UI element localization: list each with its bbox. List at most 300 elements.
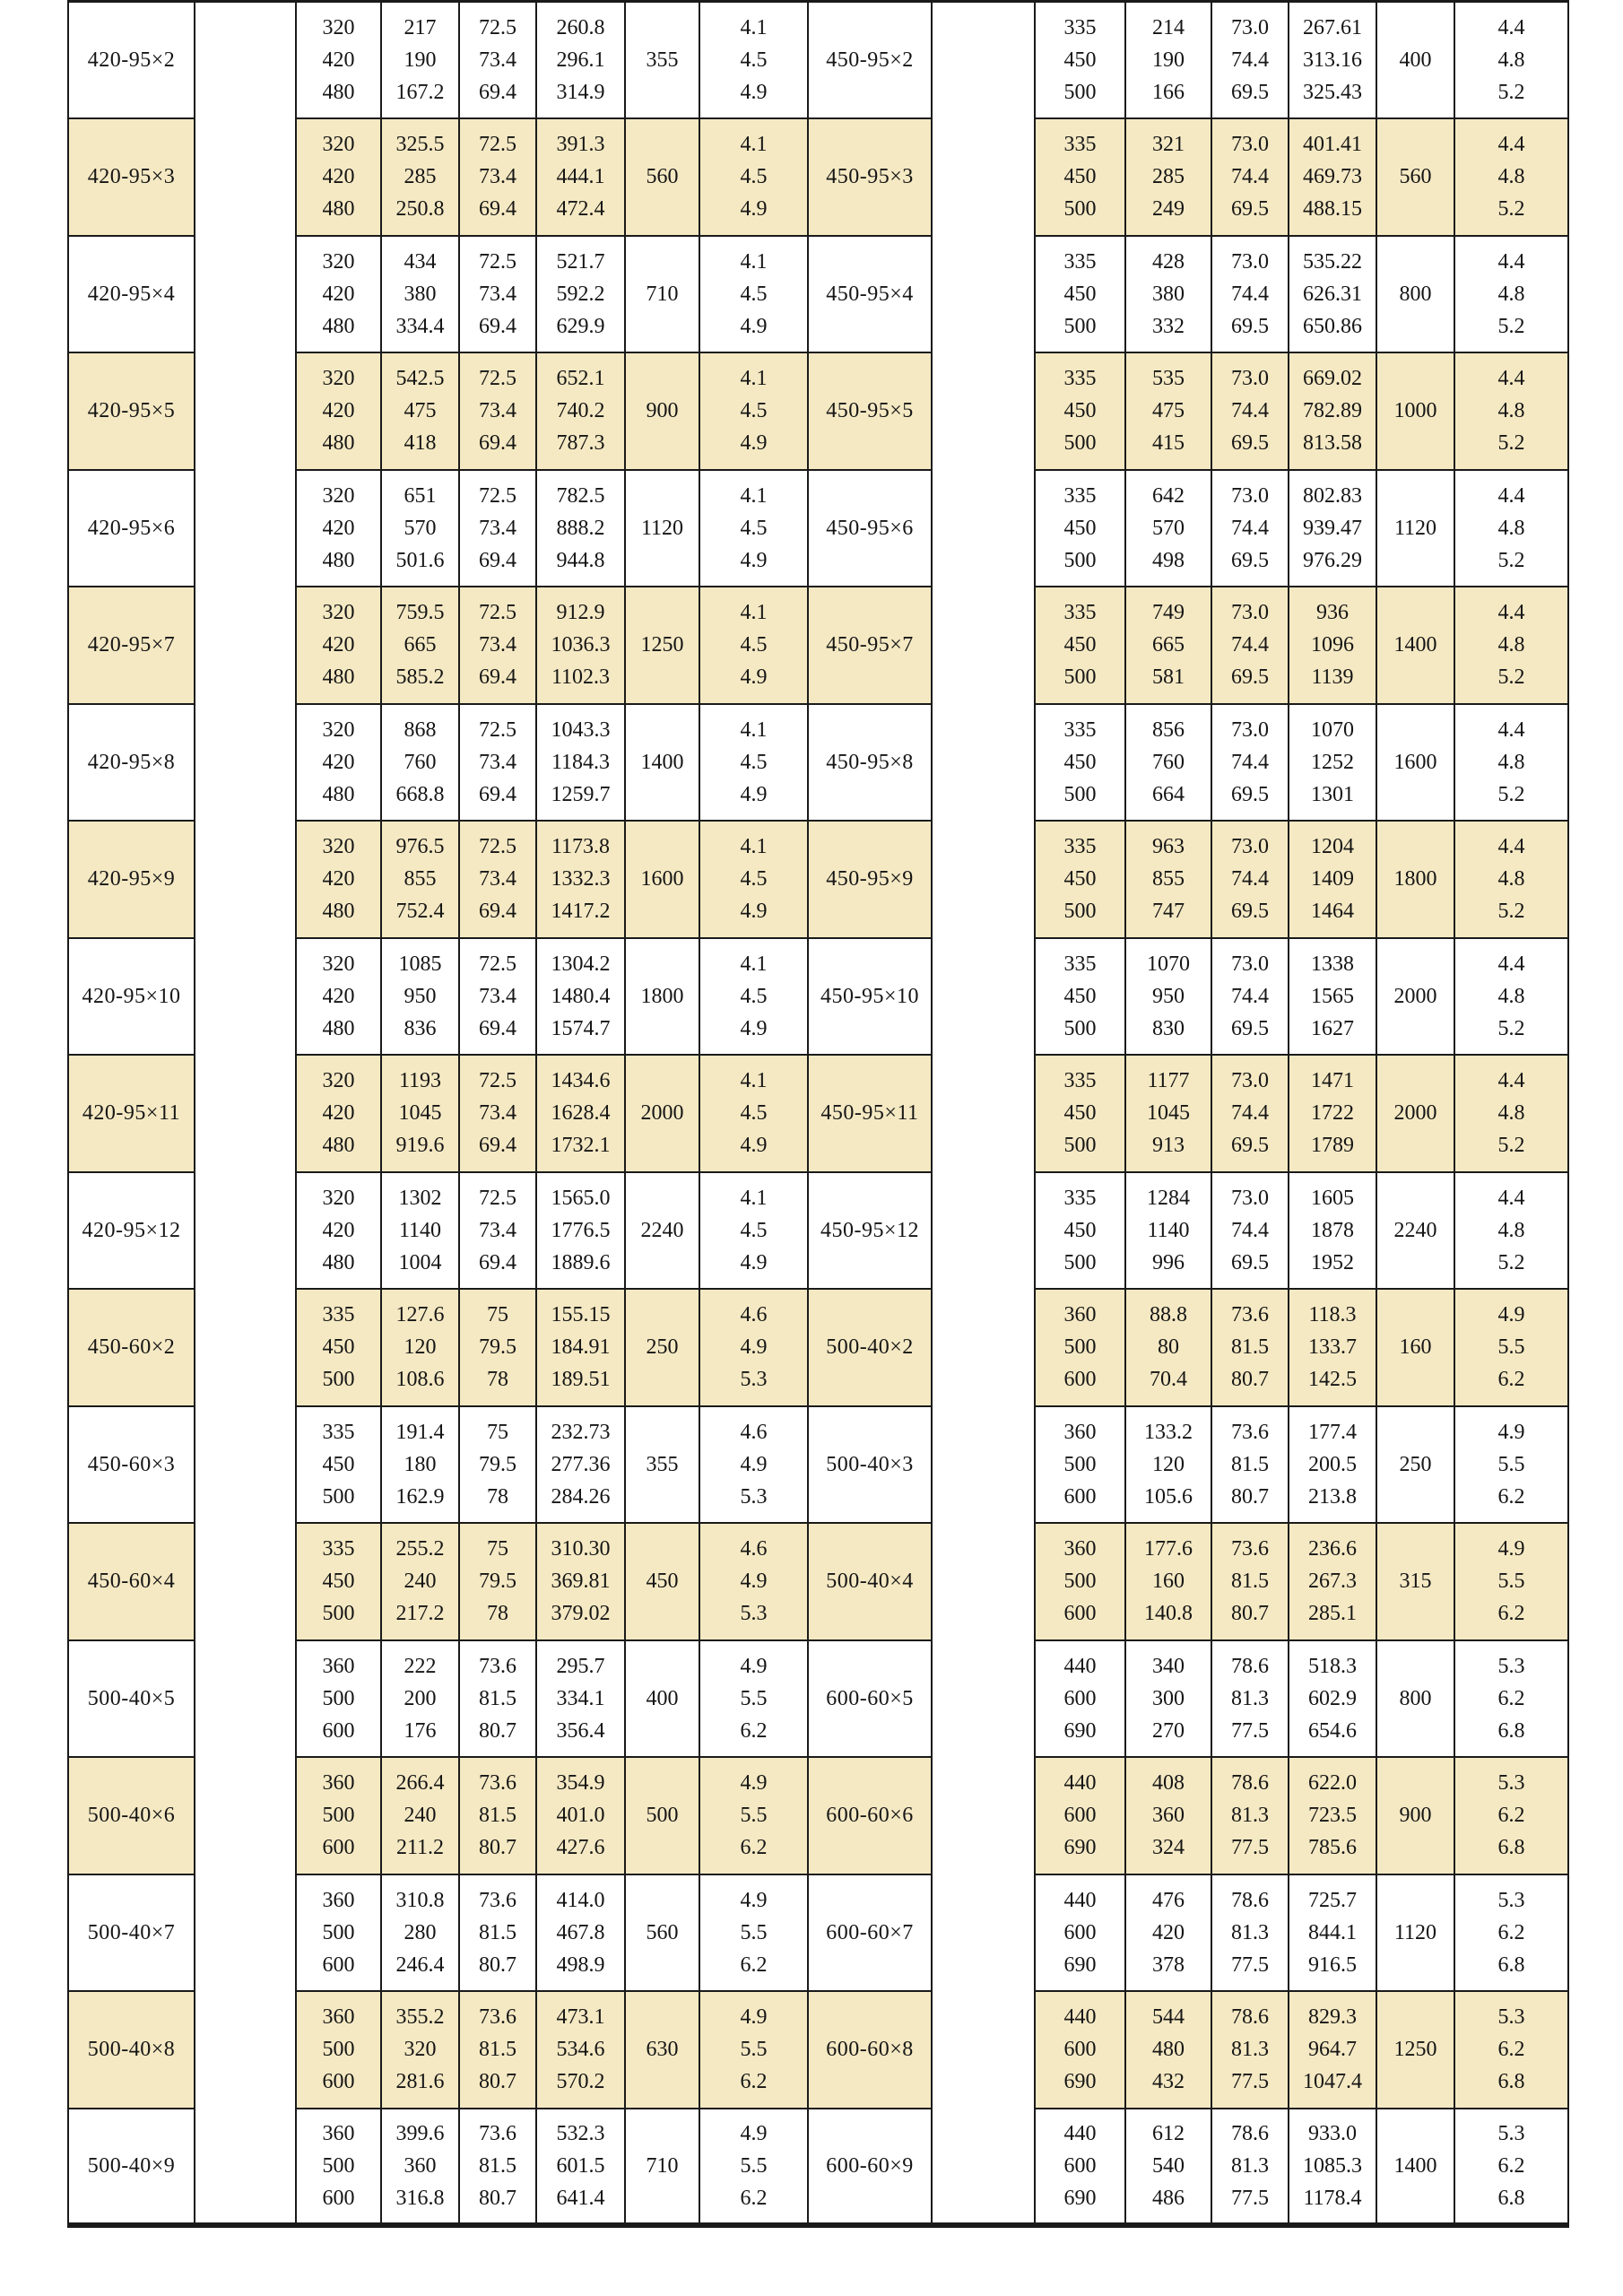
right-eff-cell	[1211, 470, 1289, 587]
table-row	[68, 1406, 1568, 1524]
right-eff-cell	[1211, 1640, 1289, 1758]
power-value: 277.36	[551, 1452, 611, 1476]
head-value: 434	[404, 249, 437, 274]
npsh-value: 4.5	[740, 1218, 768, 1242]
eff-value: 74.4	[1231, 633, 1269, 657]
left-flow-cell	[296, 1874, 381, 1992]
right-flow-cell	[1035, 1172, 1125, 1290]
head-value: 498	[1152, 548, 1185, 572]
flow-value: 500	[1063, 1134, 1097, 1158]
power-value: 1417.2	[551, 900, 611, 924]
flow-value: 335	[1063, 16, 1097, 39]
flow-value: 360	[322, 2121, 355, 2145]
eff-value: 79.5	[479, 1570, 516, 1594]
eff-value: 74.4	[1231, 1218, 1269, 1242]
eff-value: 73.4	[479, 867, 516, 891]
npsh-value: 4.4	[1497, 601, 1525, 625]
power-value: 427.6	[556, 1836, 605, 1860]
left-flow-cell	[296, 2109, 381, 2226]
power-value: 1605	[1311, 1186, 1354, 1210]
power-value: 1722	[1311, 1101, 1354, 1126]
npsh-value: 4.5	[740, 282, 768, 306]
head-value: 240	[404, 1570, 437, 1594]
eff-value: 73.0	[1231, 718, 1269, 742]
head-value: 408	[1152, 1771, 1185, 1796]
right-power-cell	[1289, 1523, 1376, 1640]
head-value: 976.5	[395, 835, 445, 859]
eff-value: 74.4	[1231, 282, 1269, 306]
flow-value: 500	[1063, 900, 1097, 924]
right-motor-cell: 400	[1376, 2, 1454, 119]
power-value: 802.83	[1303, 483, 1362, 508]
flow-value: 450	[322, 1335, 355, 1360]
table-row	[68, 938, 1568, 1056]
table-row	[68, 1172, 1568, 1290]
spacer-cell	[932, 821, 1035, 938]
right-model-cell: 450-95×9	[808, 821, 932, 938]
left-head-cell	[381, 1757, 459, 1874]
power-value: 155.15	[551, 1303, 611, 1327]
right-motor-cell: 2000	[1376, 1055, 1454, 1172]
power-value: 1173.8	[551, 835, 611, 859]
power-value: 401.41	[1303, 133, 1362, 157]
left-power-cell	[536, 2, 625, 119]
eff-value: 80.7	[479, 1952, 516, 1977]
left-flow-cell	[296, 1991, 381, 2109]
power-value: 1178.4	[1303, 2186, 1362, 2210]
left-motor-cell: 450	[625, 1523, 699, 1640]
right-motor-cell: 1400	[1376, 2109, 1454, 2226]
power-value: 354.9	[556, 1771, 605, 1796]
left-npsh-cell	[699, 470, 808, 587]
head-value: 542.5	[395, 367, 445, 391]
eff-value: 69.4	[479, 548, 516, 572]
flow-value: 500	[1063, 1335, 1097, 1360]
flow-value: 360	[322, 1888, 355, 1912]
eff-value: 74.4	[1231, 399, 1269, 423]
left-eff-cell	[459, 1874, 536, 1992]
right-model-cell: 450-95×8	[808, 704, 932, 822]
left-motor-cell: 560	[625, 1874, 699, 1992]
left-npsh-cell	[699, 1523, 808, 1640]
left-power-cell	[536, 1640, 625, 1758]
left-eff-cell	[459, 236, 536, 353]
power-value: 369.81	[551, 1570, 611, 1594]
npsh-value: 4.1	[740, 952, 768, 976]
left-head-cell	[381, 1289, 459, 1406]
left-power-cell	[536, 1055, 625, 1172]
power-value: 1434.6	[551, 1069, 611, 1093]
left-npsh-cell	[699, 118, 808, 236]
right-power-cell	[1289, 2, 1376, 119]
power-value: 1085.3	[1303, 2153, 1362, 2178]
flow-value: 480	[322, 782, 355, 806]
power-value: 829.3	[1308, 2005, 1357, 2030]
npsh-value: 4.4	[1497, 835, 1525, 859]
head-value: 486	[1152, 2186, 1185, 2210]
head-value: 166	[1152, 81, 1185, 104]
left-flow-cell	[296, 1406, 381, 1524]
flow-value: 320	[322, 133, 355, 157]
flow-value: 360	[1063, 1420, 1097, 1444]
right-npsh-cell	[1454, 938, 1568, 1056]
left-head-cell	[381, 704, 459, 822]
power-value: 260.8	[556, 16, 605, 39]
npsh-value: 5.3	[1497, 2005, 1525, 2030]
npsh-value: 4.9	[740, 1654, 768, 1678]
flow-value: 500	[1063, 1452, 1097, 1476]
left-head-cell	[381, 1991, 459, 2109]
right-model-cell: 600-60×7	[808, 1874, 932, 1992]
spacer-cell	[195, 236, 296, 353]
head-value: 222	[404, 1654, 437, 1678]
head-value: 428	[1152, 249, 1185, 274]
right-eff-cell	[1211, 821, 1289, 938]
right-head-cell	[1125, 938, 1211, 1056]
head-value: 1177	[1147, 1069, 1190, 1093]
head-value: 190	[1152, 48, 1185, 72]
npsh-value: 4.1	[740, 367, 768, 391]
flow-value: 600	[1063, 1804, 1097, 1828]
flow-value: 320	[322, 1069, 355, 1093]
power-value: 296.1	[556, 48, 605, 72]
head-value: 120	[404, 1335, 437, 1360]
left-power-cell	[536, 1406, 625, 1524]
flow-value: 450	[1063, 1218, 1097, 1242]
left-motor-cell: 355	[625, 2, 699, 119]
npsh-value: 4.9	[740, 314, 768, 338]
right-motor-cell: 1000	[1376, 352, 1454, 470]
right-power-cell	[1289, 2109, 1376, 2226]
left-npsh-cell	[699, 821, 808, 938]
head-value: 167.2	[395, 81, 445, 104]
right-npsh-cell	[1454, 1640, 1568, 1758]
head-value: 140.8	[1144, 1602, 1193, 1626]
spacer-cell	[195, 118, 296, 236]
head-value: 475	[404, 399, 437, 423]
flow-value: 335	[1063, 249, 1097, 274]
table-row	[68, 704, 1568, 822]
right-eff-cell	[1211, 2109, 1289, 2226]
left-npsh-cell	[699, 1172, 808, 1290]
eff-value: 80.7	[479, 2186, 516, 2210]
flow-value: 500	[322, 1368, 355, 1392]
head-value: 501.6	[395, 548, 445, 572]
left-motor-cell: 355	[625, 1406, 699, 1524]
flow-value: 320	[322, 952, 355, 976]
head-value: 581	[1152, 665, 1185, 690]
spacer-cell	[932, 2109, 1035, 2226]
eff-value: 77.5	[1231, 2070, 1269, 2094]
flow-value: 320	[322, 718, 355, 742]
power-value: 1952	[1311, 1250, 1354, 1274]
left-head-cell	[381, 470, 459, 587]
npsh-value: 5.3	[1497, 1888, 1525, 1912]
right-flow-cell	[1035, 1874, 1125, 1992]
spacer-cell	[932, 1874, 1035, 1992]
right-head-cell	[1125, 2, 1211, 119]
flow-value: 450	[1063, 867, 1097, 891]
npsh-value: 4.9	[740, 1570, 768, 1594]
right-eff-cell	[1211, 1991, 1289, 2109]
head-value: 310.8	[395, 1888, 445, 1912]
spacer-cell	[195, 938, 296, 1056]
power-value: 1480.4	[551, 984, 611, 1008]
table-row	[68, 470, 1568, 587]
flow-value: 690	[1063, 2186, 1097, 2210]
head-value: 176	[404, 1718, 437, 1743]
head-value: 200	[404, 1686, 437, 1710]
eff-value: 79.5	[479, 1335, 516, 1360]
left-head-cell	[381, 236, 459, 353]
power-value: 310.30	[551, 1537, 611, 1561]
left-eff-cell	[459, 938, 536, 1056]
left-model-cell: 450-60×3	[68, 1406, 195, 1524]
left-model-cell: 420-95×6	[68, 470, 195, 587]
eff-value: 77.5	[1231, 1952, 1269, 1977]
eff-value: 78.6	[1231, 1654, 1269, 1678]
npsh-value: 4.8	[1497, 48, 1525, 72]
table-row	[68, 1289, 1568, 1406]
flow-value: 500	[1063, 548, 1097, 572]
left-npsh-cell	[699, 1640, 808, 1758]
head-value: 856	[1152, 718, 1185, 742]
left-npsh-cell	[699, 1289, 808, 1406]
npsh-value: 4.1	[740, 133, 768, 157]
npsh-value: 6.2	[740, 2186, 768, 2210]
power-value: 213.8	[1308, 1484, 1357, 1509]
eff-value: 73.4	[479, 750, 516, 774]
npsh-value: 4.9	[1497, 1420, 1525, 1444]
eff-value: 79.5	[479, 1452, 516, 1476]
left-npsh-cell	[699, 704, 808, 822]
power-value: 1301	[1311, 782, 1354, 806]
head-value: 668.8	[395, 782, 445, 806]
flow-value: 440	[1063, 1888, 1097, 1912]
head-value: 360	[1152, 1804, 1185, 1828]
npsh-value: 5.3	[1497, 2121, 1525, 2145]
flow-value: 320	[322, 16, 355, 39]
head-value: 300	[1152, 1686, 1185, 1710]
flow-value: 480	[322, 431, 355, 456]
npsh-value: 4.9	[740, 1134, 768, 1158]
power-value: 1878	[1311, 1218, 1354, 1242]
flow-value: 335	[1063, 718, 1097, 742]
flow-value: 360	[322, 1771, 355, 1796]
power-value: 622.0	[1308, 1771, 1357, 1796]
power-value: 295.7	[556, 1654, 605, 1678]
eff-value: 74.4	[1231, 165, 1269, 189]
flow-value: 335	[322, 1303, 355, 1327]
eff-value: 73.4	[479, 282, 516, 306]
npsh-value: 6.2	[740, 1952, 768, 1977]
left-eff-cell	[459, 821, 536, 938]
head-value: 642	[1152, 483, 1185, 508]
left-head-cell	[381, 587, 459, 704]
right-eff-cell	[1211, 1874, 1289, 1992]
right-power-cell	[1289, 1055, 1376, 1172]
head-value: 950	[1152, 984, 1185, 1008]
head-value: 246.4	[395, 1952, 445, 1977]
eff-value: 81.3	[1231, 1686, 1269, 1710]
head-value: 432	[1152, 2070, 1185, 2094]
right-npsh-cell	[1454, 1406, 1568, 1524]
left-eff-cell	[459, 1991, 536, 2109]
spacer-cell	[932, 118, 1035, 236]
left-model-cell: 450-60×4	[68, 1523, 195, 1640]
eff-value: 69.5	[1231, 1016, 1269, 1040]
power-value: 650.86	[1303, 314, 1362, 338]
head-value: 1140	[1147, 1218, 1190, 1242]
spacer-cell	[195, 821, 296, 938]
npsh-value: 6.2	[740, 2070, 768, 2094]
npsh-value: 6.2	[1497, 2153, 1525, 2178]
npsh-value: 6.2	[1497, 1804, 1525, 1828]
left-model-cell: 420-95×8	[68, 704, 195, 822]
head-value: 415	[1152, 431, 1185, 456]
power-value: 118.3	[1308, 1303, 1357, 1327]
flow-value: 450	[322, 1452, 355, 1476]
eff-value: 69.4	[479, 314, 516, 338]
npsh-value: 6.8	[1497, 1952, 1525, 1977]
spacer-cell	[932, 2, 1035, 119]
flow-value: 360	[1063, 1303, 1097, 1327]
right-head-cell	[1125, 1640, 1211, 1758]
left-power-cell	[536, 821, 625, 938]
npsh-value: 4.9	[740, 1335, 768, 1360]
flow-value: 600	[322, 1952, 355, 1977]
left-motor-cell: 1120	[625, 470, 699, 587]
npsh-value: 5.5	[740, 1920, 768, 1944]
table-row	[68, 1640, 1568, 1758]
npsh-value: 5.2	[1497, 81, 1525, 104]
power-value: 232.73	[551, 1420, 611, 1444]
eff-value: 77.5	[1231, 2186, 1269, 2210]
flow-value: 450	[1063, 165, 1097, 189]
right-head-cell	[1125, 2109, 1211, 2226]
left-head-cell	[381, 1406, 459, 1524]
spacer-cell	[932, 1172, 1035, 1290]
head-value: 919.6	[395, 1134, 445, 1158]
flow-value: 420	[322, 984, 355, 1008]
head-value: 249	[1152, 197, 1185, 222]
right-model-cell: 450-95×11	[808, 1055, 932, 1172]
eff-value: 74.4	[1231, 1101, 1269, 1126]
table-row	[68, 821, 1568, 938]
left-npsh-cell	[699, 587, 808, 704]
eff-value: 72.5	[479, 249, 516, 274]
right-power-cell	[1289, 1172, 1376, 1290]
eff-value: 75	[487, 1537, 508, 1561]
spacer-cell	[932, 1523, 1035, 1640]
right-npsh-cell	[1454, 470, 1568, 587]
npsh-value: 4.5	[740, 633, 768, 657]
eff-value: 81.5	[479, 2038, 516, 2062]
flow-value: 335	[1063, 952, 1097, 976]
right-motor-cell: 315	[1376, 1523, 1454, 1640]
table-row	[68, 236, 1568, 353]
npsh-value: 5.2	[1497, 314, 1525, 338]
npsh-value: 4.8	[1497, 165, 1525, 189]
power-value: 782.89	[1303, 399, 1362, 423]
spacer-cell	[195, 1055, 296, 1172]
eff-value: 74.4	[1231, 516, 1269, 540]
npsh-value: 4.4	[1497, 483, 1525, 508]
flow-value: 440	[1063, 2121, 1097, 2145]
head-value: 420	[1152, 1920, 1185, 1944]
right-model-cell: 600-60×8	[808, 1991, 932, 2109]
left-model-cell: 420-95×11	[68, 1055, 195, 1172]
npsh-value: 4.4	[1497, 16, 1525, 39]
eff-value: 73.6	[479, 1654, 516, 1678]
head-value: 255.2	[395, 1537, 445, 1561]
right-model-cell: 450-95×5	[808, 352, 932, 470]
head-value: 760	[404, 750, 437, 774]
right-flow-cell	[1035, 1406, 1125, 1524]
eff-value: 72.5	[479, 718, 516, 742]
npsh-value: 5.2	[1497, 197, 1525, 222]
npsh-value: 4.9	[740, 782, 768, 806]
eff-value: 69.5	[1231, 1134, 1269, 1158]
eff-value: 73.6	[479, 2121, 516, 2145]
right-head-cell	[1125, 704, 1211, 822]
left-npsh-cell	[699, 1757, 808, 1874]
flow-value: 480	[322, 1134, 355, 1158]
npsh-value: 6.8	[1497, 2070, 1525, 2094]
npsh-value: 6.2	[1497, 1484, 1525, 1509]
power-value: 1102.3	[551, 665, 611, 690]
eff-value: 69.5	[1231, 197, 1269, 222]
npsh-value: 5.2	[1497, 431, 1525, 456]
power-value: 964.7	[1308, 2038, 1357, 2062]
table-row	[68, 1757, 1568, 1874]
power-value: 933.0	[1308, 2121, 1357, 2145]
power-value: 813.58	[1303, 431, 1362, 456]
eff-value: 80.7	[1231, 1368, 1269, 1392]
power-value: 1204	[1311, 835, 1354, 859]
npsh-value: 4.1	[740, 16, 768, 39]
right-head-cell	[1125, 1874, 1211, 1992]
npsh-value: 4.1	[740, 601, 768, 625]
head-value: 651	[404, 483, 437, 508]
flow-value: 500	[322, 1804, 355, 1828]
flow-value: 335	[1063, 601, 1097, 625]
npsh-value: 4.4	[1497, 718, 1525, 742]
eff-value: 69.4	[479, 782, 516, 806]
flow-value: 335	[322, 1537, 355, 1561]
power-value: 1139	[1311, 665, 1354, 690]
npsh-value: 5.3	[740, 1484, 768, 1509]
power-value: 521.7	[556, 249, 605, 274]
head-value: 214	[1152, 16, 1185, 39]
right-eff-cell	[1211, 1289, 1289, 1406]
table-row	[68, 2, 1568, 119]
flow-value: 420	[322, 750, 355, 774]
head-value: 217.2	[395, 1602, 445, 1626]
npsh-value: 5.5	[1497, 1570, 1525, 1594]
right-motor-cell: 160	[1376, 1289, 1454, 1406]
eff-value: 69.5	[1231, 81, 1269, 104]
power-value: 725.7	[1308, 1888, 1357, 1912]
eff-value: 80.7	[479, 2070, 516, 2094]
npsh-value: 4.9	[740, 1250, 768, 1274]
flow-value: 690	[1063, 1836, 1097, 1860]
npsh-value: 4.9	[740, 431, 768, 456]
power-value: 1043.3	[551, 718, 611, 742]
right-flow-cell	[1035, 1757, 1125, 1874]
power-value: 652.1	[556, 367, 605, 391]
left-npsh-cell	[699, 236, 808, 353]
